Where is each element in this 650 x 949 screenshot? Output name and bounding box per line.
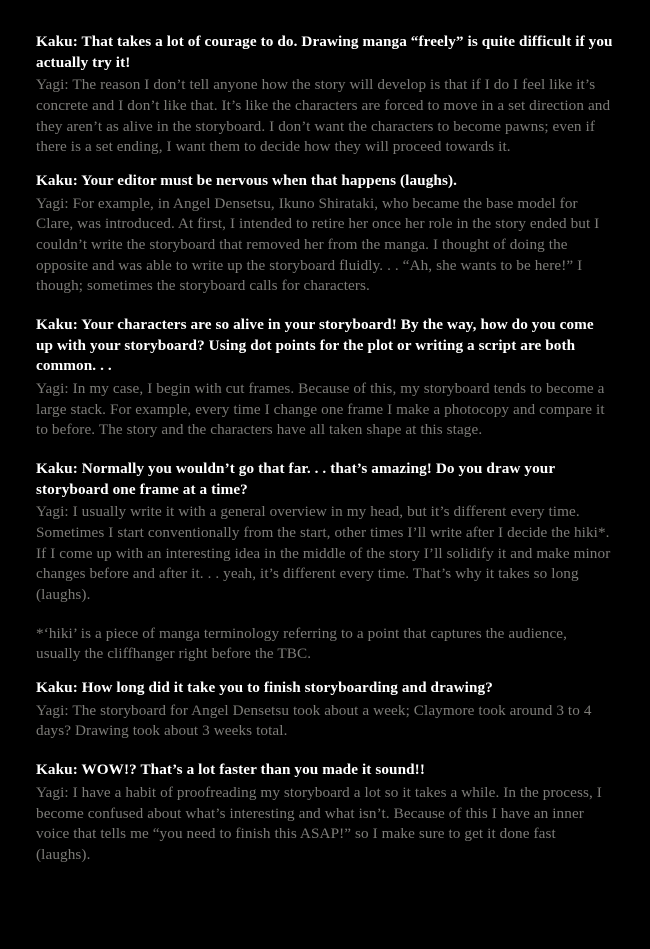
answer-text: Yagi: In my case, I begin with cut frames. Because of this, my storyboard tends to become a large stack. For example, every time I change one frame I make a photocopy and compare it to before. The story and the characters have all taken shape at this stage. — [36, 380, 605, 439]
qa-block — [36, 760, 614, 865]
answer-text: Yagi: For example, in Angel Densetsu, Ikuno Shirataki, who became the base model for Clare, was introduced. At first, I intended to retire her once her role in the story ended but I couldn’t write the storyboard that removed her from the manga. I thought of doing the opposite and was able to write up the storyboard fluidly. . . “Ah, she wants to be here!” I though; sometimes the storyboard calls for characters. — [36, 194, 600, 295]
answer-text: Yagi: I have a habit of proofreading my storyboard a lot so it takes a while. In the process, I become confused about what’s interesting and what isn’t. Because of this I have an inner voice that tells me “you need to finish this ASAP!” so I make sure to get it done fast (laughs). — [36, 783, 602, 863]
answer-text: Yagi: The storyboard for Angel Densetsu took about a week; Claymore took around 3 to 4 days? Drawing took about 3 weeks total. — [36, 701, 592, 740]
question-text: Kaku: That takes a lot of courage to do. Drawing manga “freely” is quite difficult if you actually try it! — [36, 33, 613, 71]
qa-block — [36, 678, 614, 742]
question-text: Kaku: Your characters are so alive in your storyboard! By the way, how do you come up with your storyboard? Using dot points for the plot or writing a script are both common. . . — [36, 316, 594, 375]
answer-text: Yagi: The reason I don’t tell anyone how the story will develop is that if I do I feel like it’s concrete and I don’t like that. It’s like the characters are forced to move in a set direction and they aren’t as alive in the storyboard. I don’t want the characters to become pawns; even if there is a set ending, I want them to decide how they will proceed towards it. — [36, 76, 611, 156]
qa-block — [36, 315, 614, 441]
qa-block — [36, 459, 614, 606]
question-text: Kaku: How long did it take you to finish storyboarding and drawing? — [36, 679, 493, 697]
question-text: Kaku: WOW!? That’s a lot faster than you made it sound!! — [36, 761, 425, 779]
footnote-text: *‘hiki’ is a piece of manga terminology referring to a point that captures the audience, usually the cliffhanger right before the TBC. — [36, 624, 568, 663]
question-text: Kaku: Normally you wouldn’t go that far. . . that’s amazing! Do you draw your storyboard one frame at a time? — [36, 460, 555, 498]
qa-block — [36, 32, 614, 158]
qa-block — [36, 171, 614, 297]
answer-text: Yagi: I usually write it with a general overview in my head, but it’s different every time. Sometimes I start conventionally from the start, other times I’ll write after I decide the hiki*. If I come up with an interesting idea in the middle of the story I’ll solidify it and make minor changes before and after it. . . yeah, it’s different every time. That’s why it takes so long (laughs). — [36, 503, 611, 604]
question-text: Kaku: Your editor must be nervous when that happens (laughs). — [36, 172, 458, 190]
